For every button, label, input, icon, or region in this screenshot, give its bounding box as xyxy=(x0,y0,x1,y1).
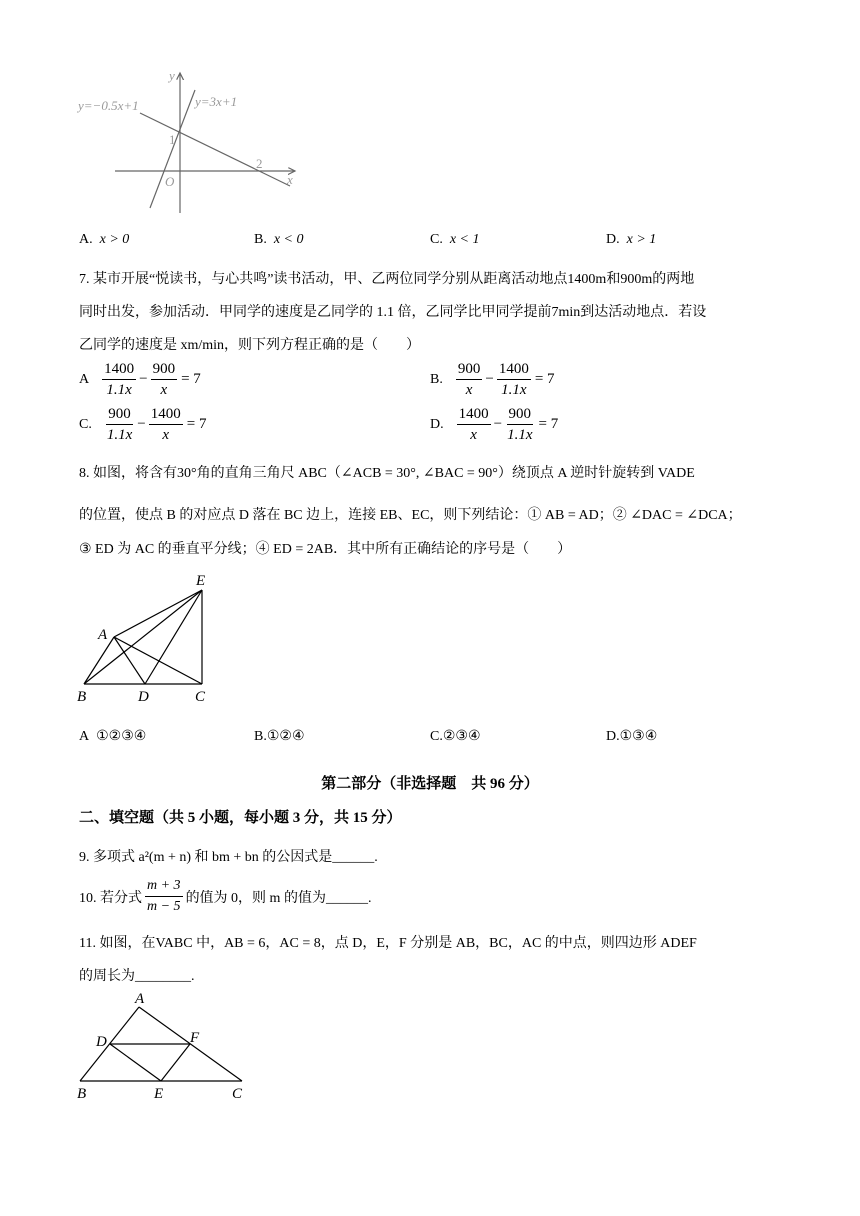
point-a-label: A xyxy=(98,627,108,643)
point-e-label: E xyxy=(154,1086,164,1102)
q8-option-d[interactable]: D.①③④ xyxy=(606,729,658,744)
part2-title: 第二部分（非选择题 共 96 分） xyxy=(321,776,539,792)
q8-line2: 的位置，使点 B 的对应点 D 落在 BC 边上，连接 EB、EC，则下列结论：① AB = AD；② ∠DAC = ∠DCA； xyxy=(79,508,742,523)
point-c-label: C xyxy=(195,689,206,705)
x-axis-label: x xyxy=(287,172,293,187)
point-a-label: A xyxy=(135,991,145,1007)
intercept-1-label: 1 xyxy=(169,132,176,147)
fraction: $\frac{900}{1.1x}$ xyxy=(106,406,133,443)
q8-option-a[interactable]: A ①②③④ xyxy=(79,729,147,744)
y-axis-label: y xyxy=(169,68,175,83)
q8-line1: 8. 如图，将含有30°角的直角三角尺 ABC（∠ACB = 30°, ∠BAC = 90°）绕顶点 A 逆时针旋转到 VADE xyxy=(79,466,695,481)
q6-option-b[interactable]: B. x < 0 xyxy=(254,232,304,247)
q7-option-c[interactable]: C. $\frac{900}{1.1x}$ − $\frac{1400}{x}$ = 7 xyxy=(79,406,207,443)
q7-line3: 乙同学的速度是 xm/min，则下列方程正确的是（ ） xyxy=(79,338,421,353)
q6-option-a[interactable]: A. x > 0 xyxy=(79,232,130,247)
q11-line1: 11. 如图，在VABC 中，AB = 6，AC = 8，点 D，E，F 分别是 AB，BC，AC 的中点，则四边形 ADEF xyxy=(79,936,697,951)
section2-title: 二、填空题（共 5 小题，每小题 3 分，共 15 分） xyxy=(79,810,402,826)
line2-label: y=3x+1 xyxy=(195,94,238,109)
q11-figure xyxy=(72,985,257,1105)
fraction: $\frac{m + 3}{m - 5}$ xyxy=(147,878,181,914)
point-c-label: C xyxy=(232,1086,243,1102)
line-y-3x-plus1 xyxy=(150,90,195,208)
q8-line3: ③ ED 为 AC 的垂直平分线；④ ED = 2AB．其中所有正确结论的序号是（ ） xyxy=(79,542,572,557)
q8-option-c[interactable]: C.②③④ xyxy=(430,729,481,744)
point-b-label: B xyxy=(77,689,87,705)
fraction: $\frac{1400}{1.1x}$ xyxy=(498,361,529,398)
q6-graph xyxy=(75,68,305,218)
line1-label: y=−0.5x+1 xyxy=(78,98,139,113)
intercept-2-label: 2 xyxy=(256,156,263,171)
fraction: $\frac{900}{1.1x}$ xyxy=(507,406,533,443)
point-d-label: D xyxy=(96,1034,107,1050)
q7-option-d[interactable]: D. $\frac{1400}{x}$ − $\frac{900}{1.1x}$ = 7 xyxy=(430,406,559,443)
point-f-label: F xyxy=(190,1030,200,1046)
fraction: $\frac{1400}{x}$ xyxy=(150,406,181,443)
q8-option-b[interactable]: B.①②④ xyxy=(254,729,305,744)
fraction: $\frac{1400}{1.1x}$ xyxy=(104,361,135,398)
point-b-label: B xyxy=(77,1086,87,1102)
q6-option-d[interactable]: D. x > 1 xyxy=(606,232,657,247)
q11-line2: 的周长为________. xyxy=(79,969,195,984)
q7-option-b[interactable]: B. $\frac{900}{x}$ − $\frac{1400}{1.1x}$ = 7 xyxy=(430,361,555,398)
q7-option-a[interactable]: A $\frac{1400}{1.1x}$ − $\frac{900}{x}$ = 7 xyxy=(79,361,201,398)
q6-option-c[interactable]: C. x < 1 xyxy=(430,232,480,247)
fraction: $\frac{1400}{x}$ xyxy=(458,406,489,443)
point-e-label: E xyxy=(196,573,206,589)
q10-text: 10. 若分式 $\frac{m + 3}{m - 5}$ 的值为 0，则 m 的值为______. xyxy=(79,876,371,917)
q8-figure xyxy=(72,568,222,708)
fraction: $\frac{900}{x}$ xyxy=(152,361,176,398)
q9-text: 9. 多项式 a²(m + n) 和 bm + bn 的公因式是______. xyxy=(79,850,378,865)
q7-line2: 同时出发，参加活动．甲同学的速度是乙同学的 1.1 倍，乙同学比甲同学提前7min到达活动地点．若设 xyxy=(79,305,707,320)
point-d-label: D xyxy=(138,689,149,705)
q7-line1: 7. 某市开展“悦读书，与心共鸣”读书活动，甲、乙两位同学分别从距离活动地点1400m和900m的两地 xyxy=(79,272,695,287)
origin-label: O xyxy=(165,174,175,189)
fraction: $\frac{900}{x}$ xyxy=(457,361,481,398)
